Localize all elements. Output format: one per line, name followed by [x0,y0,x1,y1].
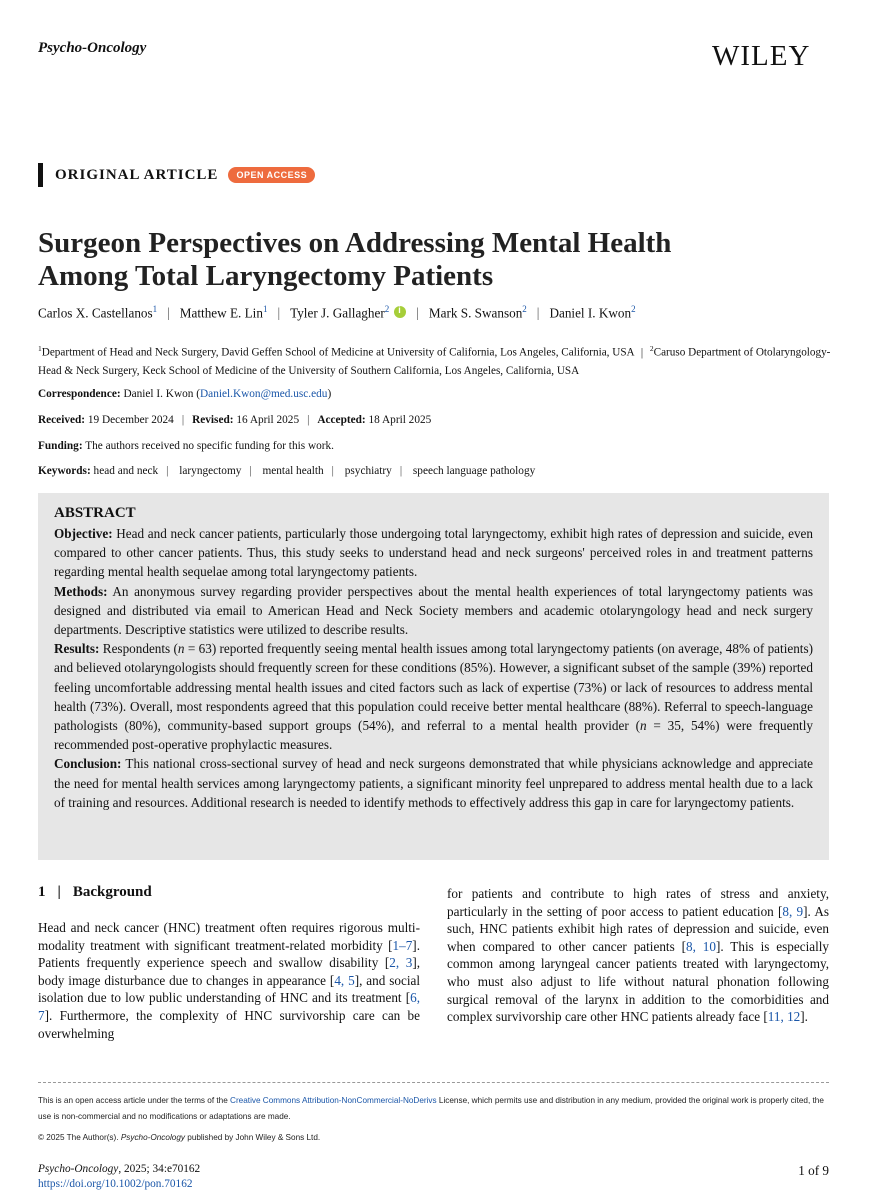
author-separator: | [416,304,419,320]
keyword[interactable]: psychiatry [344,465,392,477]
citation-link[interactable]: 1–7 [392,937,413,953]
footer-doi [38,1178,193,1190]
funding: Funding: The authors received no specific funding for this work. [38,440,334,452]
body-column-left: Head and neck cancer (HNC) treatment often requires rigorous multi-modality treatment with significant treatment-related morbidity [1–7]. Patients frequently experience speech and swallow disability [2, 3], body image disturbance due to changes in appearance [4, 5], and social isolation due to low public understanding of HNC and its treatment [6, 7]. Furthermore, the complexity of HNC survivorship care can be overwhelming [38,920,421,1041]
keyword[interactable]: mental health [262,465,324,477]
abstract-conclusion: Conclusion: This national cross-sectional survey of head and neck surgeons demonstrated that while physicians acknowledge and appreciate the need for mental health services among laryngectomy patients, a significant minority feel unprepared to address mental health due to a lack of training and resources. Additional research is needed to identify methods to effectively address this gap in care for laryngectomy patients. [54,756,814,810]
license-link[interactable]: Creative Commons Attribution-NonCommercial-NoDerivs [230,1096,437,1105]
citation-link[interactable]: 8, 9 [782,903,804,919]
citation-link[interactable]: 4, 5 [334,972,355,988]
affiliation-1: Department of Head and Neck Surgery, David Geffen School of Medicine at University of California, Los Angeles, California, USA [41,346,635,359]
keyword[interactable]: speech language pathology [412,465,536,477]
author[interactable]: Tyler J. Gallagher$^2$i [290,304,406,321]
section-heading-background: 1 | Background [38,884,152,900]
title-line-2: Among Total Laryngectomy Patients [38,260,494,292]
title-line-1: Surgeon Perspectives on Addressing Mental Health [38,227,672,259]
article-dates: Received: 19 December 2024 | Revised: 16 April 2025 | Accepted: 18 April 2025 [38,414,432,426]
citation-link[interactable]: 11, 12 [767,1009,801,1025]
footer-citation: Psycho-Oncology, 2025; 34:e70162 [38,1163,201,1175]
citation-link[interactable]: 8, 10 [686,938,716,954]
page-number: 1 of 9 [798,1163,829,1178]
article-type-label: ORIGINAL ARTICLE [55,166,219,183]
keyword[interactable]: laryngectomy [179,465,242,477]
author[interactable]: Mark S. Swanson$^2$ [428,304,527,321]
footer-divider [38,1082,829,1083]
affiliations: $^1$Department of Head and Neck Surgery, David Geffen School of Medicine at University of California, Los Angeles, California, USA | $^2$Caruso Department of Otolaryngology-Head & Neck Surgery, Keck School of Medicine of the University of Southern California, Los Angeles, California, USA [38,344,831,377]
author[interactable]: Matthew E. Lin$^1$ [179,304,268,321]
citation-link[interactable]: 2, 3 [389,955,413,971]
article-title [38,227,838,293]
author[interactable]: Daniel I. Kwon$^2$ [549,304,636,321]
author-separator: | [277,304,281,320]
keyword[interactable]: head and neck [93,465,159,477]
author-list [38,304,858,321]
abstract-box [38,493,829,860]
body-column-right: for patients and contribute to high rates of stress and anxiety, particularly in the setting of poor access to patient education [8, 9]. As such, HNC patients exhibit high rates of depression and suicide, even when compared to other cancer patients [8, 10]. This is especially common among laryngeal cancer patients treated with laryngectomy, who must also adjust to life without natural phonation following surgical removal of the larynx in addition to the comorbidities and complex survivorship care other HNC patients already face [11, 12]. [447,886,830,1025]
journal-name: Psycho-Oncology [38,40,147,56]
correspondence: Correspondence: Daniel I. Kwon (Daniel.Kwon@med.usc.edu) [38,388,332,400]
citation-link[interactable]: 6, 7 [38,990,420,1023]
correspondence-email-link[interactable]: Daniel.Kwon@med.usc.edu [200,388,328,400]
abstract-results: Results: Respondents (n = 63) reported frequently seeing mental health issues among total laryngectomy patients (on average, 48% of patients) and believed otolaryngologists should frequently screen for these conditions (85%). However, a significant subset of the sample (39%) reported feeling uncomfortable addressing mental health issues and cited factors such as lack of expertise (73%) or lack of resources to address mental health (73%). Overall, most respondents agreed that this population could receive better mental healthcare (88%). Referral to speech-language pathologists (80%), community-based support groups (54%), and referral to a mental health provider (n = 35, 54%) were frequently recommended post-operative prophylactic measures. [54,641,813,753]
open-access-badge: OPEN ACCESS [228,167,315,183]
article-type-bar [38,163,43,187]
abstract-objective: Objective: Head and neck cancer patients, particularly those undergoing total laryngectomy, exhibit high rates of depression and suicide, even compared to other cancer patients. Thus, this study seeks to understand head and neck surgeons' perceived roles in and treatment patterns regarding mental health sequelae among total laryngectomy patients. [54,526,813,580]
publisher-logo: WILEY [712,40,811,72]
doi-link[interactable]: https://doi.org/10.1002/pon.70162 [38,1178,193,1190]
author-separator: | [167,304,170,320]
author-separator: | [536,304,540,320]
author[interactable]: Carlos X. Castellanos$^1$ [38,304,158,321]
affiliation-2: Caruso Department of Otolaryngology-Head & Neck Surgery, Keck School of Medicine of the University of Southern California, Los Angeles, California, USA [38,346,831,377]
article-type [38,163,315,187]
orcid-icon[interactable] [394,306,406,318]
affiliation-separator: | [640,346,644,359]
license-notice: This is an open access article under the terms of the Creative Commons Attribution-NonCommercial-NoDerivs License, which permits use and distribution in any medium, provided the original work is properly cited, the use is non-commercial and no modifications or adaptations are made. [38,1096,824,1121]
abstract-methods: Methods: An anonymous survey regarding provider perspectives about the mental health experiences of total laryngectomy patients was designed and distributed via email to American Head and Neck Society members and academic otolaryngology head and neck surgery departments. Descriptive statistics were utilized to describe results. [54,583,813,638]
copyright-notice: © 2025 The Author(s). Psycho-Oncology published by John Wiley & Sons Ltd. [38,1133,321,1142]
abstract-heading: ABSTRACT [54,505,136,521]
keywords: Keywords: head and neck | laryngectomy | mental health | psychiatry | speech language pathology [38,465,536,477]
